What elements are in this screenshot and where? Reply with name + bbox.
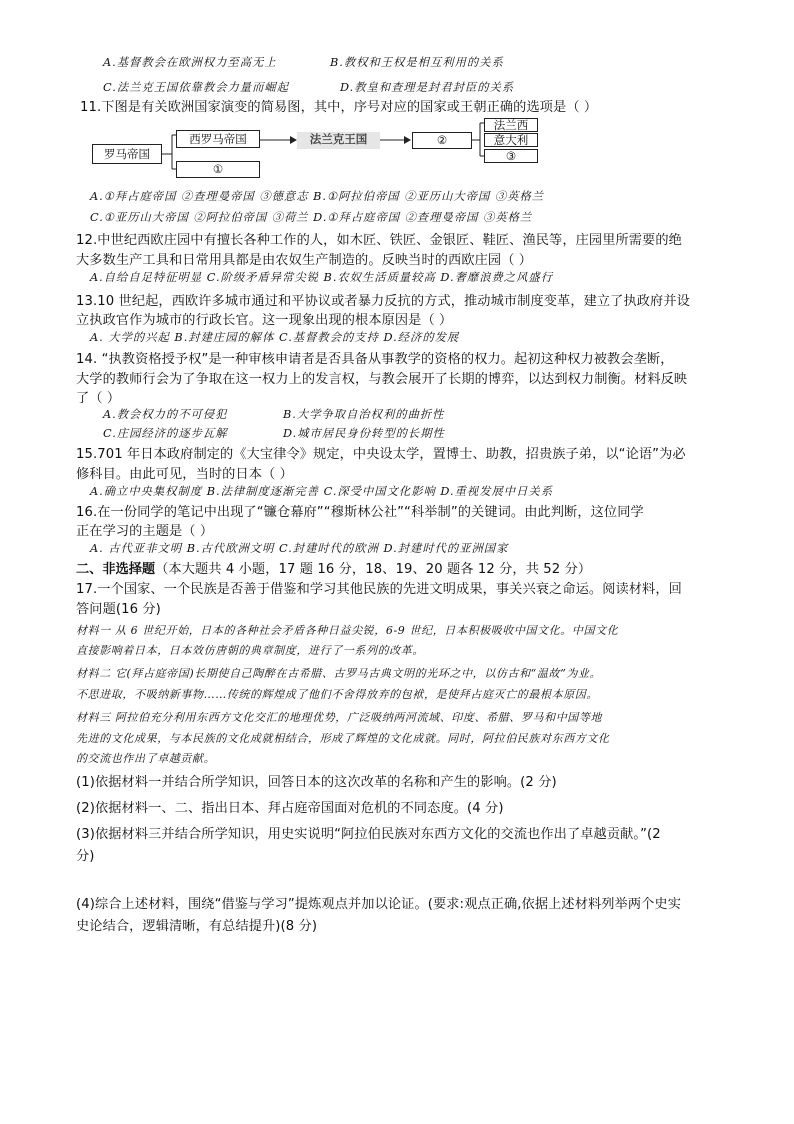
q14-stem-line2: 大学的教师行会为了争取在这一权力上的发言权，与教会展开了长期的博弈，以达到权力制衡。材料反映 <box>76 372 688 387</box>
q11-options-ab: A.①拜占庭帝国 ②查理曼帝国 ③德意志 B.①阿拉伯帝国 ②亚历山大帝国 ③英格兰 <box>90 190 545 203</box>
q17-sub2: (2)依据材料一、二、指出日本、拜占庭帝国面对危机的不同态度。(4 分) <box>76 801 504 816</box>
q14-option-a: A.教会权力的不可侵犯 <box>103 408 228 421</box>
q14-stem-line3: 了（ ） <box>76 391 121 406</box>
q16-stem-line2: 正在学习的主题是（ ） <box>76 524 214 539</box>
section2-title: 二、非选择题 <box>76 562 156 577</box>
q16-stem-line1: 16.在一份同学的笔记中出现了“镰仓幕府”“穆斯林公社”“科举制”的关键词。由此判断，这位同学 <box>76 505 644 520</box>
italy-box: 意大利 <box>484 133 538 147</box>
material1-line1: 材料一 从 6 世纪开始，日本的各种社会矛盾各种日益尖锐，6-9 世纪，日本积极吸收中国文化。中国文化 <box>76 624 619 637</box>
q10-option-a: A.基督教会在欧洲权力至高无上 <box>103 56 277 69</box>
slot-1-box: ① <box>176 161 260 178</box>
q17-stem-line1: 17.一个国家、一个民族是否善于借鉴和学习其他民族的先进文明成果，事关兴衰之命运。阅读材料，回 <box>76 582 682 597</box>
q15-stem-line1: 15.701 年日本政府制定的《大宝律令》规定，中央设太学，置博士、助教，招贵族子弟，以“论语”为必 <box>76 447 686 462</box>
q11-options-cd: C.①亚历山大帝国 ②阿拉伯帝国 ③荷兰 D.①拜占庭帝国 ②查理曼帝国 ③英格兰 <box>90 211 533 224</box>
material3-line3: 的交流也作出了卓越贡献。 <box>76 752 216 765</box>
q10-option-b: B.教权和王权是相互利用的关系 <box>330 56 504 69</box>
q10-option-c: C.法兰克王国依靠教会力量而崛起 <box>103 81 289 94</box>
q14-stem-line1: 14. “执教资格授予权”是一种审核申请者是否具备从事教学的资格的权力。起初这种权力被教会垄断， <box>76 352 674 367</box>
q13-options: A. 大学的兴起 B.封建庄园的解体 C.基督教会的支持 D.经济的发展 <box>90 331 460 344</box>
q12-stem-line1: 12.中世纪西欧庄园中有擅长各种工作的人，如木匠、铁匠、金银匠、鞋匠、渔民等，庄园里所需要的绝 <box>76 233 682 248</box>
q17-sub4-line1: (4)综合上述材料，围绕“借鉴与学习”提炼观点并加以论证。(要求:观点正确,依据上述材料列举两个史实 <box>76 897 681 912</box>
material3-line1: 材料三 阿拉伯充分利用东西方文化交汇的地理优势，广泛吸纳两河流域、印度、希腊、罗马和中国等地 <box>76 711 603 724</box>
q17-stem-line2: 答问题(16 分) <box>76 602 161 617</box>
material1-line2: 直接影响着日本，日本效仿唐朝的典章制度，进行了一系列的改革。 <box>76 644 424 657</box>
q13-stem-line2: 立执政官作为城市的行政长官。这一现象出现的根本原因是（ ） <box>76 313 453 328</box>
q12-stem-line2: 大多数生产工具和日常用具都是由农奴生产制造的。反映当时的西欧庄园（ ） <box>76 253 533 268</box>
q10-option-d: D.教皇和查理是封君封臣的关系 <box>340 81 515 94</box>
q17-sub1: (1)依据材料一并结合所学知识，回答日本的这次改革的名称和产生的影响。(2 分) <box>76 775 557 790</box>
slot-3-box: ③ <box>484 149 538 163</box>
q15-options: A.确立中央集权制度 B.法律制度逐渐完善 C.深受中国文化影响 D.重视发展中日关系 <box>90 485 553 498</box>
q15-stem-line2: 修科目。由此可见，当时的日本（ ） <box>76 467 293 482</box>
material3-line2: 先进的文化成果，与本民族的文化成就相结合，形成了辉煌的文化成就。同时，阿拉伯民族对东西方文化 <box>76 732 610 745</box>
france-box: 法兰西 <box>484 118 538 132</box>
q12-options: A.自给自足特征明显 C.阶级矛盾异常尖锐 B.农奴生活质量较高 D.奢靡浪费之风盛行 <box>90 271 553 284</box>
q11-stem: 11.下图是有关欧洲国家演变的简易图，其中，序号对应的国家或王朝正确的选项是（ ） <box>80 100 598 115</box>
slot-2-box: ② <box>412 132 472 149</box>
q17-sub3-line2: 分) <box>76 849 95 864</box>
roman-empire-box: 罗马帝国 <box>92 144 162 164</box>
section2-note: （本大题共 4 小题，17 题 16 分，18、19、20 题各 12 分，共 52 分） <box>155 562 592 577</box>
q14-option-b: B.大学争取自治权利的曲折性 <box>283 408 445 421</box>
frankish-kingdom-box: 法兰克王国 <box>297 132 380 149</box>
q17-sub4-line2: 史论结合，逻辑清晰，有总结提升)(8 分) <box>76 919 318 934</box>
west-roman-empire-box: 西罗马帝国 <box>176 130 260 148</box>
material2-line2: 不思进取，不吸纳新事物……传统的辉煌成了他们不舍得放弃的包袱，是使拜占庭灭亡的最根本原因。 <box>76 688 598 701</box>
q13-stem-line1: 13.10 世纪起，西欧许多城市通过和平协议或者暴力反抗的方式，推动城市制度变革，建立了执政府并设 <box>76 294 690 309</box>
q16-options: A. 古代亚非文明 B.古代欧洲文明 C.封建时代的欧洲 D.封建时代的亚洲国家 <box>90 542 509 555</box>
q11-diagram <box>92 118 562 180</box>
q14-option-d: D.城市居民身份转型的长期性 <box>283 427 445 440</box>
q17-sub3-line1: (3)依据材料三并结合所学知识，用史实说明“阿拉伯民族对东西方文化的交流也作出了卓越贡献。”(2 <box>76 827 661 842</box>
q14-option-c: C.庄园经济的逐步瓦解 <box>103 427 228 440</box>
material2-line1: 材料二 它(拜占庭帝国)长期使自己陶醉在古希腊、古罗马古典文明的光环之中，以仿古和“温故”为业。 <box>76 667 602 680</box>
section2-heading <box>76 558 591 577</box>
